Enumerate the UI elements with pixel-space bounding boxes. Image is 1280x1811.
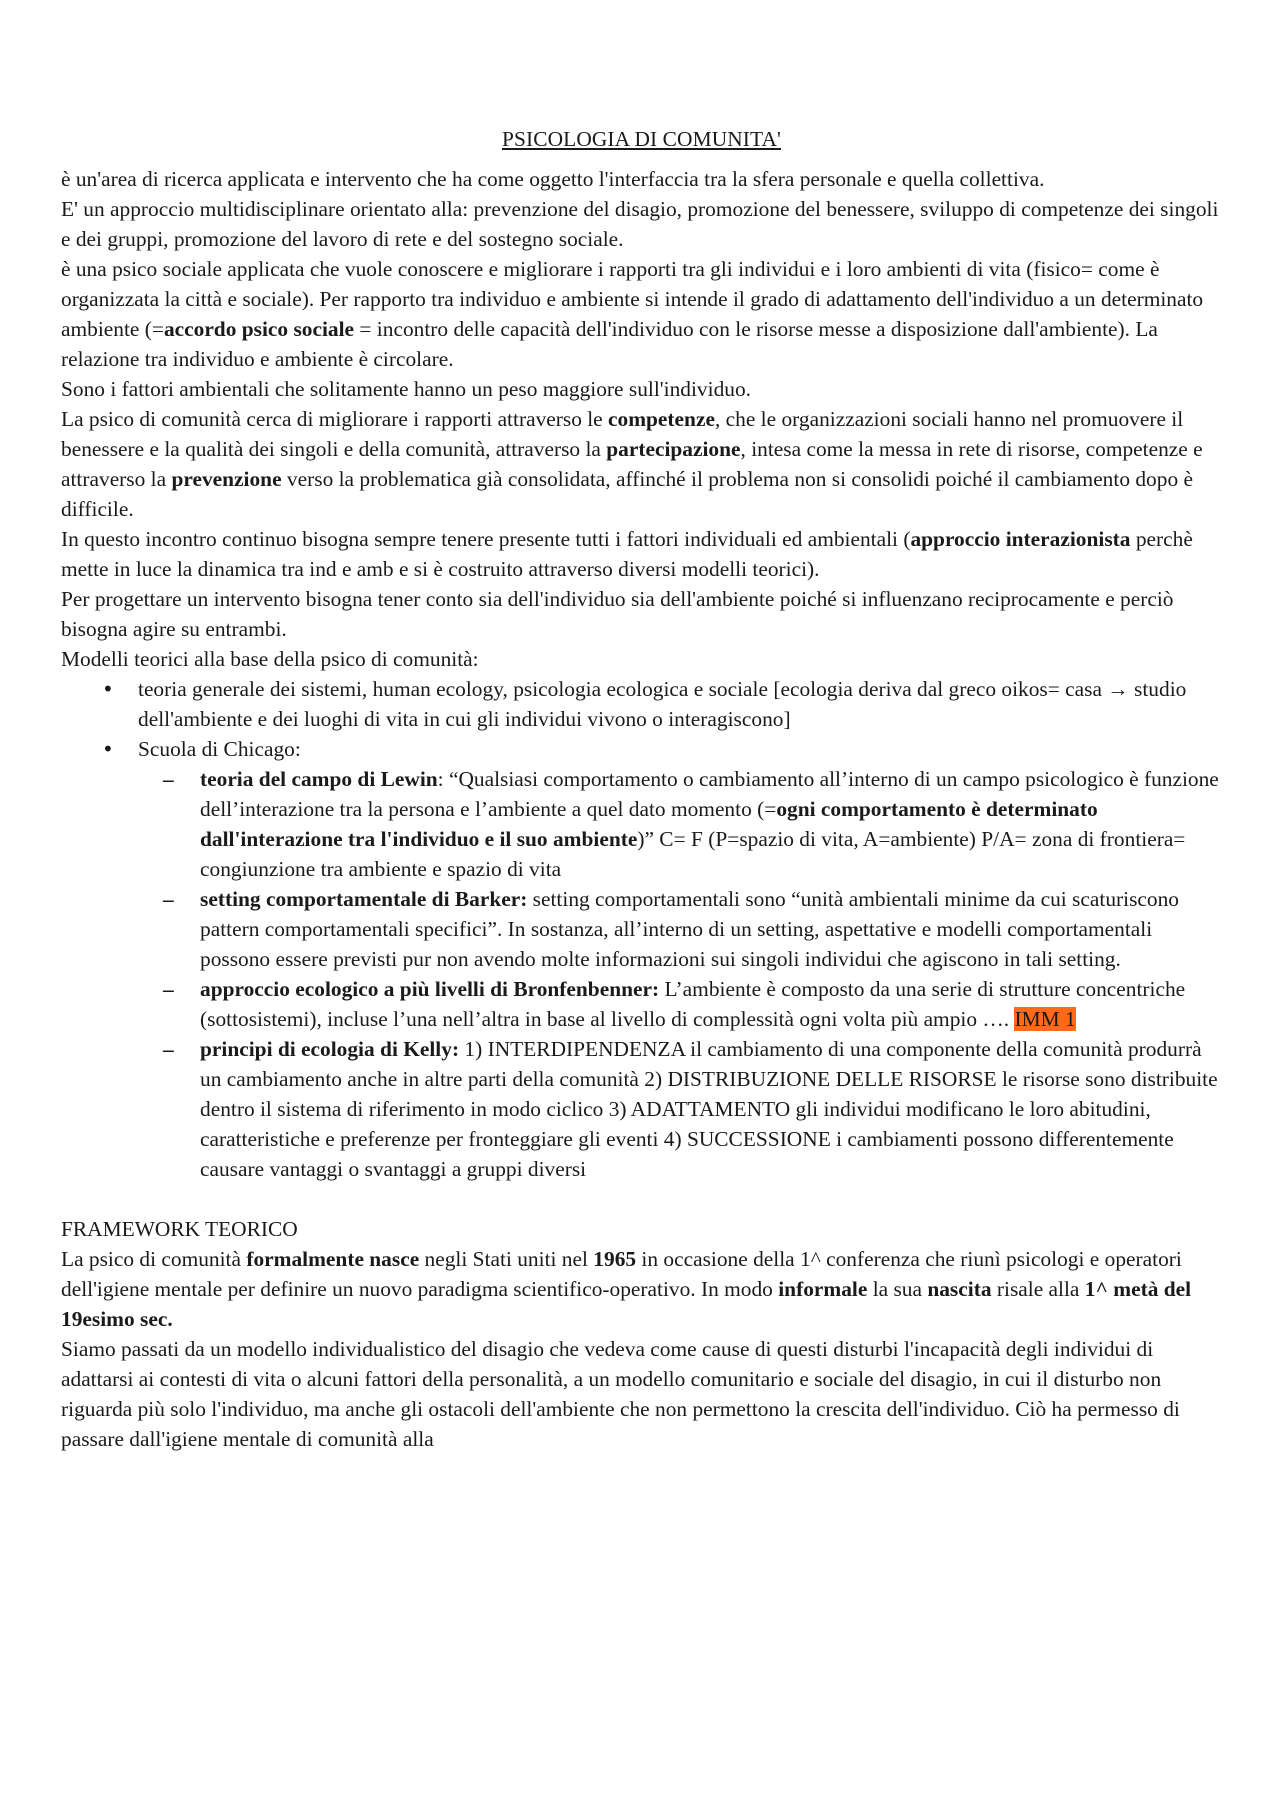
- intro-paragraph-7: Per progettare un intervento bisogna tener conto sia dell'individuo sia dell'ambiente poiché si influenzano reciprocamente e perciò bisogna agire su entrambi.: [61, 587, 1174, 641]
- text-run: In questo incontro continuo bisogna sempre tenere presente tutti i fattori individuali ed ambientali (: [61, 527, 911, 551]
- text-run: setting comportamentali sono “unità ambientali minime da cui scaturiscono pattern comportamentali specifici”. In sostanza, all’interno di un setting, aspettative e modelli comportamentali possono essere previsti pur non avendo molte informazioni sui singoli individui che agiscono in tali setting.: [200, 887, 1179, 971]
- bold-term: setting comportamentale di Barker:: [200, 887, 528, 911]
- sublist-item-lewin: [200, 764, 1222, 884]
- section-heading: FRAMEWORK TEORICO: [61, 1217, 298, 1241]
- text-run: perchè mette in luce la dinamica tra ind e amb e si è costruito attraverso diversi modelli teorici).: [61, 527, 1193, 581]
- chicago-sublist: [138, 764, 1222, 1184]
- framework-paragraph-2: Siamo passati da un modello individualistico del disagio che vedeva come cause di questi disturbi l'incapacità degli individui di adattarsi ai contesti di vita o alcuni fattori della personalità, a un modello comunitario e sociale del disagio, in cui il disturbo non riguarda più solo l'individuo, ma anche gli ostacoli dell'ambiente che non permettono la crescita dell'individuo. Ciò ha permesso di passare dall'igiene mentale di comunità alla: [61, 1337, 1180, 1451]
- page-title: PSICOLOGIA DI COMUNITA': [502, 127, 781, 151]
- models-list: [61, 674, 1222, 1184]
- text-run: La psico di comunità: [61, 1247, 247, 1271]
- text-run: risale alla: [991, 1277, 1085, 1301]
- text-run: = incontro delle capacità dell'individuo con le risorse messe a disposizione dall'ambiente). La relazione tra individuo e ambiente è circolare.: [61, 317, 1158, 371]
- intro-paragraph-1: è un'area di ricerca applicata e intervento che ha come oggetto l'interfaccia tra la sfera personale e quella collettiva.: [61, 167, 1045, 191]
- bold-term: accordo psico sociale: [163, 317, 355, 341]
- intro-paragraph-6: [61, 524, 1222, 584]
- framework-paragraph-1: [61, 1244, 1222, 1334]
- intro-paragraph-5: [61, 404, 1222, 524]
- intro-paragraph-4: Sono i fattori ambientali che solitamente hanno un peso maggiore sull'individuo.: [61, 377, 752, 401]
- sublist-item-barker: [200, 884, 1222, 974]
- bold-term: teoria del campo di Lewin: [200, 767, 438, 791]
- bold-term: formalmente nasce: [246, 1247, 420, 1271]
- text-run: , che le organizzazioni sociali hanno nel promuovere il benessere e la qualità dei singoli e della comunità, attraverso la: [61, 407, 1184, 461]
- text-run: è una psico sociale applicata che vuole conoscere e migliorare i rapporti tra gli individui e i loro ambienti di vita (fisico= come è organizzata la città e sociale). Per rapporto tra individuo e ambiente si intende il grado di adattamento dell'individuo a un determinato ambiente (=: [61, 257, 1204, 341]
- text-run: : “Qualsiasi comportamento o cambiamento all’interno di un campo psicologico è funzione dell’interazione tra la persona e l’ambiente a quel dato momento (=: [200, 767, 1219, 821]
- intro-paragraph-8: Modelli teorici alla base della psico di comunità:: [61, 647, 479, 671]
- text-run: 1) INTERDIPENDENZA il cambiamento di una componente della comunità produrrà un cambiamento anche in altre parti della comunità 2) DISTRIBUZIONE DELLE RISORSE le risorse sono distribuite dentro il sistema di riferimento in modo ciclico 3) ADATTAMENTO gli individui modificano le loro abitudini, caratteristiche e preferenze per fronteggiare gli eventi 4) SUCCESSIONE i cambiamenti possono differentemente causare vantaggi o svantaggi a gruppi diversi: [200, 1037, 1218, 1181]
- text-run: , intesa come la messa in rete di risorse, competenze e attraverso la: [61, 437, 1203, 491]
- text-run: la sua: [867, 1277, 928, 1301]
- sublist-item-bronfenbrenner: [200, 974, 1222, 1034]
- list-item: • teoria generale dei sistemi, human ecology, psicologia ecologica e sociale [ecologia deriva dal greco oikos= casa → studio dell'ambiente e dei luoghi di vita in cui gli individui vivono o interagiscono]: [138, 674, 1222, 734]
- bold-term: 1^ metà del 19esimo sec.: [61, 1277, 1192, 1331]
- highlight-image-ref: IMM 1: [1014, 1007, 1076, 1031]
- bold-term: approccio interazionista: [910, 527, 1131, 551]
- text-run: L’ambiente è composto da una serie di strutture concentriche (sottosistemi), incluse l’una nell’altra in base al livello di complessità ogni volta più ampio ….: [200, 977, 1186, 1031]
- list-item-label: Scuola di Chicago:: [138, 737, 301, 761]
- text-run: )” C= F (P=spazio di vita, A=ambiente) P/A= zona di frontiera= congiunzione tra ambiente e spazio di vita: [200, 827, 1186, 881]
- bold-term: informale: [778, 1277, 868, 1301]
- bold-term: partecipazione: [606, 437, 741, 461]
- text-run: in occasione della 1^ conferenza che riunì psicologi e operatori dell'igiene mentale per definire un nuovo paradigma scientifico-operativo. In modo: [61, 1247, 1182, 1301]
- bold-term: principi di ecologia di Kelly:: [200, 1037, 460, 1061]
- bold-term: nascita: [927, 1277, 992, 1301]
- bold-term: prevenzione: [171, 467, 282, 491]
- sublist-item-kelly: [200, 1034, 1222, 1184]
- blank-line: [61, 1184, 1222, 1214]
- intro-paragraph-2: E' un approccio multidisciplinare orientato alla: prevenzione del disagio, promozione del benessere, sviluppo di competenze dei singoli e dei gruppi, promozione del lavoro di rete e del sostegno sociale.: [61, 197, 1219, 251]
- text-run: La psico di comunità cerca di migliorare i rapporti attraverso le: [61, 407, 609, 431]
- intro-paragraph-3: [61, 254, 1222, 374]
- bold-term: ogni comportamento è determinato dall'interazione tra l'individuo e il suo ambiente: [200, 797, 1098, 851]
- list-item: [138, 734, 1222, 1184]
- bold-term: 1965: [593, 1247, 637, 1271]
- text-run: verso la problematica già consolidata, affinché il problema non si consolidi poiché il cambiamento dopo è difficile.: [61, 467, 1193, 521]
- bold-term: approccio ecologico a più livelli di Bronfenbenner:: [200, 977, 660, 1001]
- bold-term: competenze: [608, 407, 715, 431]
- text-run: negli Stati uniti nel: [419, 1247, 594, 1271]
